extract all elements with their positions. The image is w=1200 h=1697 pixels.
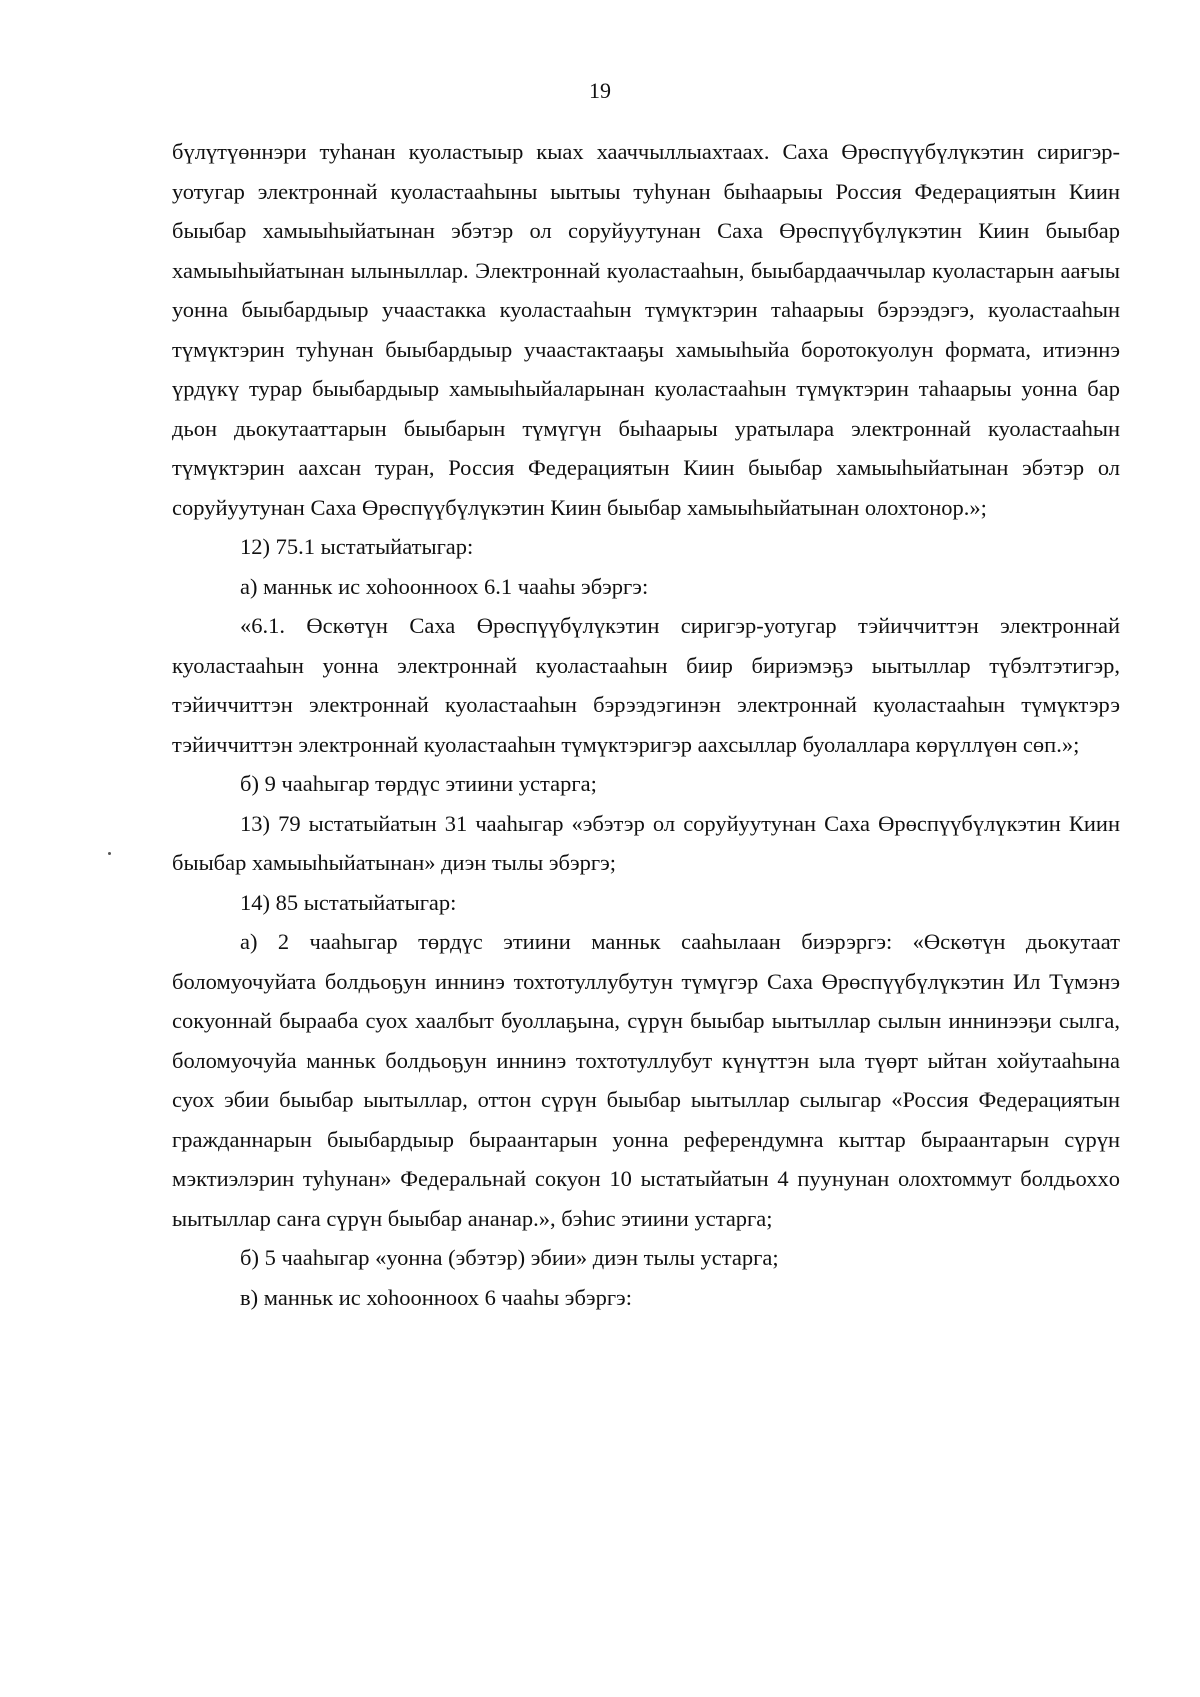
paragraph-item-13: 13) 79 ыстатыйатын 31 чааһыгар «эбэтэр ол соруйуутунан Саха Өрөспүүбүлүкэтин Киин быыбар хамыыһыйатынан» диэн тылы эбэргэ; [172,810,1120,875]
paragraph-item-12a: а) манньк ис хоһоонноох 6.1 чааһы эбэргэ: [240,573,649,599]
paragraph-item-14b: б) 5 чааһыгар «уонна (эбэтэр) эбии» диэн тылы устарга; [240,1245,779,1270]
paragraph-item-12b: б) 9 чааһыгар төрдүс этиини устарга; [240,771,597,796]
paragraph-continuation: бүлүтүөннэри туһанан куоластыыр кыах хааччыллыахтаах. Саха Өрөспүүбүлүкэтин сиригэр-уотугар электроннай куоластааһыны ыытыы туһунан быһаарыы Россия Федерациятын Киин быыбар хамыыһыйатынан эбэтэр ол соруйуутунан Саха Өрөспүүбүлүкэтин Киин быыбар хамыыһыйатынан ылыныллар. Электроннай куоластааһын, быыбардааччылар куоластарын аағыы уонна быыбардыыр учаастакка куоластааһын түмүктэрин таһаарыы бэрээдэгэ, куоластааһын түмүктэрин туһунан быыбардыыр учаастактааҕы хамыыһыйа боротокуолун формата, итиэннэ үрдүкү турар быыбардыыр хамыыһыйаларынан куоластааһын түмүктэрин таһаарыы уонна бар дьон дьокутааттарын быыбарын түмүгүн быһаарыы уратылара электроннай куоластааһын түмүктэрин аахсан туран, Россия Федерациятын Киин быыбар хамыыһыйатынан эбэтэр ол соруйуутунан Саха Өрөспүүбүлүкэтин Киин быыбар хамыыһыйатынан олохтонор.»; [172,139,1120,520]
document-body [172,132,1120,1317]
paragraph-item-12: 12) 75.1 ыстатыйатыгар: [240,534,474,559]
paragraph-item-14a: а) 2 чааһыгар төрдүс этиини манньк сааһылаан биэрэргэ: «Өскөтүн дьокутаат боломуочуйата болдьоҕун иннинэ тохтотуллубутун түмүгэр Саха Өрөспүүбүлүкэтин Ил Түмэнэ сокуоннай быраабa суох хаалбыт буоллаҕына, сүрүн быыбар ыытыллар сылын иннинээҕи сылга, боломуочуйа манньк болдьоҕун иннинэ тохтотуллубут күнүттэн ыла түөрт ыйтан хойутааһына суох эбии быыбар ыытыллар, оттон сүрүн быыбар ыытыллар сылыгар «Россия Федерациятын гражданнарын быыбардыыр быраантарын уонна референдумҥа кыттар быраантарын сүрүн мэктиэлэрин туһунан» Федеральнай сокуон 10 ыстатыйатын 4 пуунунан олохтоммут болдьохxо ыытыллар саҥа сүрүн быыбар ананар.», бэһис этиини устарга; [172,929,1120,1231]
paragraph-item-14: 14) 85 ыстатыйатыгар: [240,889,457,915]
paragraph-item-14v: в) манньк ис хоһоонноох 6 чааһы эбэргэ: [240,1284,632,1310]
scan-speck [108,852,111,855]
paragraph-quote-6-1: «6.1. Өскөтүн Саха Өрөспүүбүлүкэтин сиригэр-уотугар тэйиччиттэн электроннай куоластааһын уонна электроннай куоластааһын биир бириэмэҕэ ыытыллар түбэлтэтигэр, тэйиччиттэн электроннай куоластааһын бэрээдэгинэн электроннай куоластааһын түмүктэрэ тэйиччиттэн электроннай куоластааһын түмүктэригэр аахсыллар буолаллара көрүллүөн сөп.»; [172,613,1120,757]
page-number: 19 [589,78,611,103]
